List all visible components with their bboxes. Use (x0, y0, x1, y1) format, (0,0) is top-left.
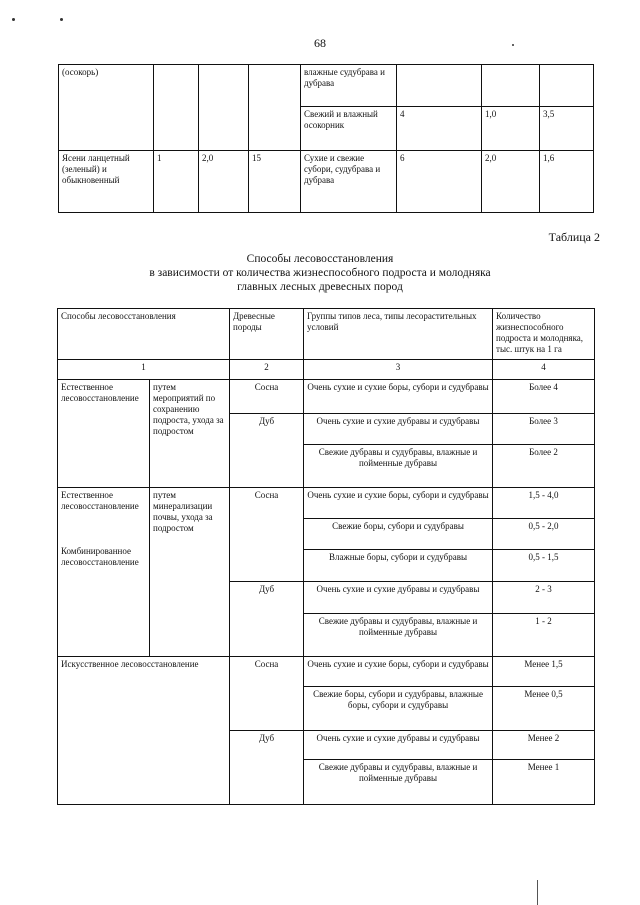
reforestation-methods-table (57, 308, 595, 805)
count-cell: Менее 1 (493, 760, 595, 805)
method-natural: Естественное лесовосстановление (61, 490, 139, 511)
header-row (58, 309, 595, 360)
scan-dot (12, 18, 15, 21)
scan-dot (60, 18, 63, 21)
cell (249, 65, 301, 151)
cell: 2,0 (482, 151, 540, 213)
count-cell: Более 3 (493, 414, 595, 445)
species-cell: Сосна (230, 657, 304, 731)
means-cell: путем мероприятий по сохранению подроста, ухода за подростом (150, 380, 230, 488)
table-row (58, 488, 595, 519)
forest-type-cell: Влажные боры, субори и судубравы (304, 550, 493, 582)
method-cell (58, 488, 150, 657)
count-cell: 1,5 - 4,0 (493, 488, 595, 519)
count-cell: 1 - 2 (493, 614, 595, 657)
cell: 15 (249, 151, 301, 213)
count-cell: 0,5 - 2,0 (493, 519, 595, 550)
cell (540, 65, 594, 107)
cell: 4 (397, 107, 482, 151)
species-cell: Дуб (230, 731, 304, 805)
cell: 6 (397, 151, 482, 213)
forest-type-cell: Очень сухие и сухие боры, субори и судубравы (304, 657, 493, 687)
count-cell: Менее 1,5 (493, 657, 595, 687)
table-row (58, 657, 595, 687)
forest-type-cell: Свежие боры, субори и судубравы, влажные боры, субори и судубравы (304, 687, 493, 731)
scan-edge-line (537, 880, 538, 905)
forest-type-cell: Свежие дубравы и судубравы, влажные и пойменные дубравы (304, 445, 493, 488)
page-number: 68 (314, 36, 326, 50)
table-row (59, 151, 594, 213)
cell: 1,6 (540, 151, 594, 213)
cell: влажные судубрава и дубрава (301, 65, 397, 107)
forest-type-cell: Очень сухие и сухие дубравы и судубравы (304, 582, 493, 614)
table-title-line-1: Способы лесовосстановления (246, 253, 394, 265)
count-cell: Более 4 (493, 380, 595, 414)
header-methods: Способы лесовосстановления (58, 309, 230, 360)
forest-type-cell: Очень сухие и сухие боры, субори и судубравы (304, 380, 493, 414)
forest-type-cell: Очень сухие и сухие дубравы и судубравы (304, 731, 493, 760)
cell: 2,0 (199, 151, 249, 213)
forest-type-cell: Свежие дубравы и судубравы, влажные и пойменные дубравы (304, 760, 493, 805)
column-number: 2 (230, 360, 304, 380)
table-title-line-2: в зависимости от количества жизнеспособного подроста и молодняка (149, 267, 491, 279)
count-cell: 2 - 3 (493, 582, 595, 614)
cell: Свежий и влажный осокорник (301, 107, 397, 151)
table-label: Таблица 2 (548, 230, 600, 244)
method-cell: Искусственное лесовосстановление (58, 657, 230, 805)
forest-type-cell: Очень сухие и сухие боры, субори и судубравы (304, 488, 493, 519)
column-numbers-row (58, 360, 595, 380)
count-cell: Более 2 (493, 445, 595, 488)
forest-type-cell: Свежие дубравы и судубравы, влажные и пойменные дубравы (304, 614, 493, 657)
method-combined: Комбинированное лесовосстановление (61, 546, 139, 567)
table-row (59, 65, 594, 107)
cell: Ясени ланцетный (зеленый) и обыкновенный (59, 151, 154, 213)
forest-type-cell: Очень сухие и сухие дубравы и судубравы (304, 414, 493, 445)
cell (199, 65, 249, 151)
cell: 1,0 (482, 107, 540, 151)
table-title-line-3: главных лесных древесных пород (237, 281, 403, 293)
count-cell: 0,5 - 1,5 (493, 550, 595, 582)
cell: 1 (154, 151, 199, 213)
count-cell: Менее 0,5 (493, 687, 595, 731)
cell (397, 65, 482, 107)
cell: Сухие и свежие субори, судубрава и дубрава (301, 151, 397, 213)
table-row (58, 380, 595, 414)
header-count: Количество жизнеспособного подроста и молодняка, тыс. штук на 1 га (493, 309, 595, 360)
forest-type-cell: Свежие боры, субори и судубравы (304, 519, 493, 550)
species-cell: Дуб (230, 414, 304, 488)
species-cell: Дуб (230, 582, 304, 657)
cell: (осокорь) (59, 65, 154, 151)
means-cell: путем минерализации почвы, ухода за подростом (150, 488, 230, 657)
cell: 3,5 (540, 107, 594, 151)
cell (482, 65, 540, 107)
method-cell: Естественное лесовосстановление (58, 380, 150, 488)
column-number: 3 (304, 360, 493, 380)
header-species: Древесные породы (230, 309, 304, 360)
count-cell: Менее 2 (493, 731, 595, 760)
header-forest-types: Группы типов леса, типы лесорастительных условий (304, 309, 493, 360)
species-cell: Сосна (230, 380, 304, 414)
column-number: 4 (493, 360, 595, 380)
continuation-table (58, 64, 594, 213)
column-number: 1 (58, 360, 230, 380)
cell (154, 65, 199, 151)
species-cell: Сосна (230, 488, 304, 582)
